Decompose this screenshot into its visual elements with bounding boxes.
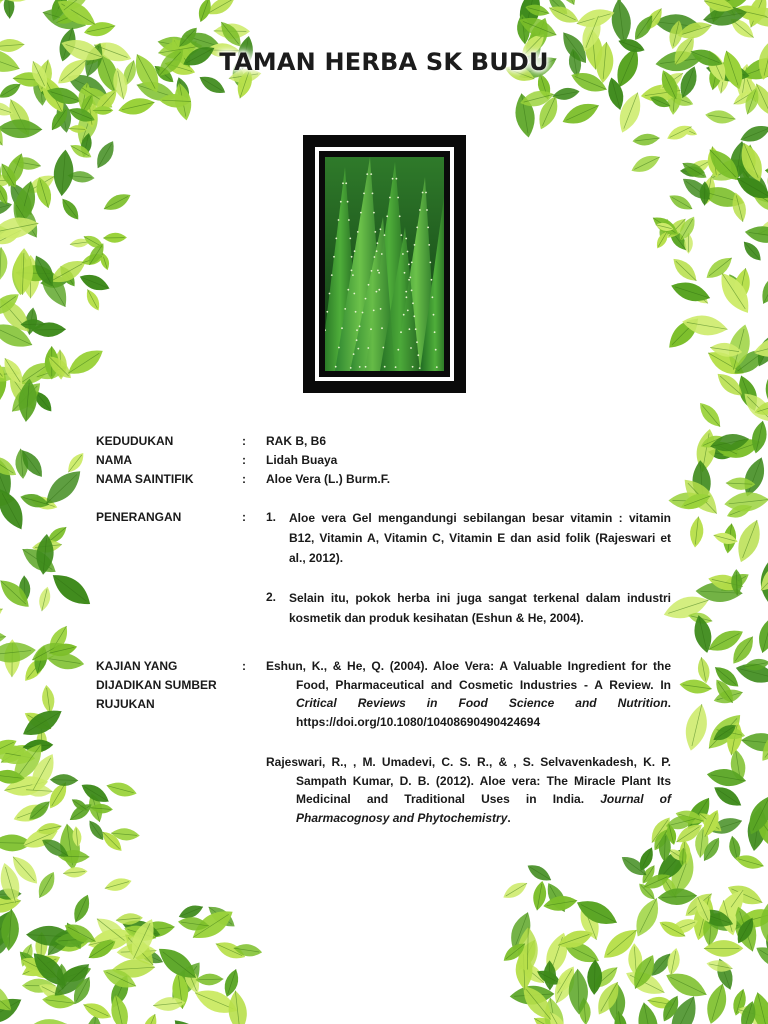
value-nama-saintifik: Aloe Vera (L.) Burm.F. bbox=[266, 472, 391, 486]
label-nama: NAMA bbox=[96, 453, 132, 467]
label-kajian-line1: KAJIAN YANG bbox=[96, 659, 178, 673]
label-kajian-line3: RUJUKAN bbox=[96, 697, 155, 711]
list-number: 1. bbox=[266, 510, 277, 524]
reference-end: . bbox=[507, 810, 511, 825]
aloe-vera-photo bbox=[303, 135, 466, 393]
value-kedudukan: RAK B, B6 bbox=[266, 434, 327, 448]
reference-text: Eshun, K., & He, Q. (2004). Aloe Vera: A Valuable Ingredient for the Food, Pharmaceutical and Cosmetic Industries - A Review. In bbox=[266, 659, 671, 692]
colon: : bbox=[242, 453, 246, 467]
reference-journal: Journal of Pharmacognosy and Phytochemistry bbox=[296, 792, 671, 825]
label-kajian-line2: DIJADIKAN SUMBER bbox=[96, 678, 217, 692]
reference-text: Rajeswari, R., , M. Umadevi, C. S. R., & , S. Selvavenkadesh, K. P. Sampath Kumar, D. B. (2012). Aloe vera: The Miracle Plant Its Medicinal and Traditional Uses in India. bbox=[266, 755, 671, 806]
value-nama: Lidah Buaya bbox=[266, 453, 338, 467]
colon: : bbox=[242, 659, 246, 673]
label-nama-saintifik: NAMA SAINTIFIK bbox=[96, 472, 194, 486]
aloe-vera-image bbox=[325, 157, 444, 371]
colon: : bbox=[242, 472, 246, 486]
reference-entry bbox=[266, 753, 671, 827]
list-item-description: Selain itu, pokok herba ini juga sangat terkenal dalam industri kosmetik dan produk kesihatan (Eshun & He, 2004). bbox=[289, 591, 671, 625]
list-number: 2. bbox=[266, 590, 277, 604]
label-kedudukan: KEDUDUKAN bbox=[96, 434, 174, 448]
colon: : bbox=[242, 434, 246, 448]
label-penerangan: PENERANGAN bbox=[96, 510, 182, 524]
reference-entry bbox=[266, 657, 671, 731]
colon: : bbox=[242, 510, 246, 524]
reference-journal: Critical Reviews in Food Science and Nutrition bbox=[296, 696, 668, 710]
reference-doi: . https://doi.org/10.1080/10408690490424694 bbox=[296, 696, 671, 729]
page-title: TAMAN HERBA SK BUDU bbox=[219, 48, 549, 76]
list-item-description: Aloe vera Gel mengandungi sebilangan besar vitamin : vitamin B12, Vitamin A, Vitamin C, Vitamin E dan asid folik (Rajeswari et al., 2012). bbox=[289, 511, 671, 565]
